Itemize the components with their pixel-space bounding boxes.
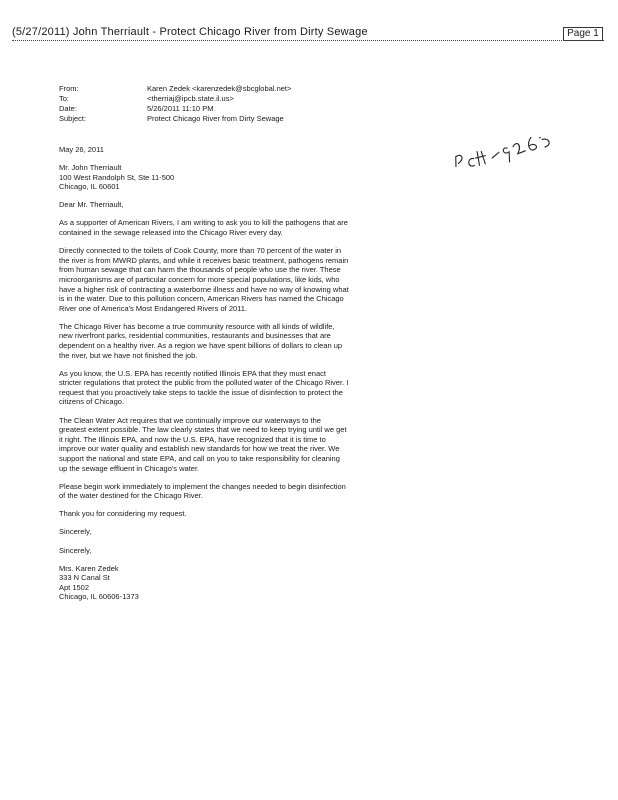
address-line: Mr. John Therriault: [59, 163, 122, 173]
body-paragraph: The Clean Water Act requires that we continually improve our waterways to the greatest extent possible. The law clearly states that we need to keep trying until we get it right. The Illinois EPA, and now the U.S. EPA, have recognized that it is time to improve our water quality and establish new standards for how we treat the river. We support the national and state EPA, and call on you to take responsibility for cleaning up the sewage effluent in Chicago's water.: [59, 415, 347, 473]
address-line: 100 West Randolph St, Ste 11-500: [59, 172, 175, 182]
meta-label: Subject:: [59, 114, 87, 123]
signature-line: Apt 1502: [59, 582, 90, 592]
meta-label: From:: [59, 84, 79, 93]
meta-value: <therriaj@ipcb.state.il.us>: [147, 94, 234, 103]
meta-row-date: [59, 104, 291, 114]
signature-line: Mrs. Karen Zedek: [59, 563, 119, 573]
closing: Sincerely,: [59, 545, 92, 555]
meta-row-from: [59, 84, 291, 94]
handwritten-note-icon: [448, 137, 560, 167]
body-paragraph: Please begin work immediately to implement the changes needed to begin disinfection of the water destined for the Chicago River.: [59, 481, 346, 501]
body-paragraph: Thank you for considering my request.: [59, 509, 187, 519]
meta-label: Date:: [59, 104, 77, 113]
signature-line: 333 N Canal St: [59, 573, 110, 583]
meta-value: Protect Chicago River from Dirty Sewage: [147, 114, 284, 123]
signature-line: Chicago, IL 60606-1373: [59, 592, 139, 602]
page-number-box: Page 1: [563, 27, 603, 41]
meta-row-to: [59, 94, 291, 104]
meta-label: To:: [59, 94, 70, 103]
document-header-title: (5/27/2011) John Therriault - Protect Chicago River from Dirty Sewage: [12, 26, 368, 38]
closing: Sincerely,: [59, 527, 92, 537]
meta-value: Karen Zedek <karenzedek@sbcglobal.net>: [147, 84, 292, 93]
meta-value: 5/26/2011 11:10 PM: [147, 104, 214, 113]
address-line: Chicago, IL 60601: [59, 182, 120, 192]
salutation: Dear Mr. Therriault,: [59, 200, 124, 210]
body-paragraph: Directly connected to the toilets of Cook County, more than 70 percent of the water in the river is from MWRD plants, and while it receives basic treatment, pathogens remain from human sewage that can harm the thousands of people who use the river. These microorganisms are of particular concern for more special populations, like kids, who have a higher risk of contracting a waterborne illness and have no way of knowing what is in the water. Due to this pollution concern, American Rivers has named the Chicago River one of America's Most Endangered Rivers of 2011.: [59, 246, 349, 313]
signature-block: [59, 564, 349, 602]
header-divider: [12, 40, 604, 41]
meta-row-subject: [59, 114, 291, 124]
body-paragraph: As you know, the U.S. EPA has recently notified Illinois EPA that they must enact stricter regulations that protect the public from the polluted water of the Chicago River. I request that you proactively take steps to tackle the issue of disinfection to protect the citizens of Chicago.: [59, 368, 349, 407]
body-paragraph: As a supporter of American Rivers, I am writing to ask you to kill the pathogens that are contained in the sewage released into the Chicago River every day.: [59, 218, 348, 238]
recipient-address: [59, 163, 349, 192]
letter-date: May 26, 2011: [59, 145, 104, 154]
body-paragraph: The Chicago River has become a true community resource with all kinds of wildlife, new riverfront parks, residential communities, restaurants and businesses that are dependent on a healthy river. As a region we have spent billions of dollars to clean up the river, but we have not finished the job.: [59, 321, 343, 360]
letter-body: [59, 145, 349, 610]
email-metadata: [59, 84, 291, 124]
